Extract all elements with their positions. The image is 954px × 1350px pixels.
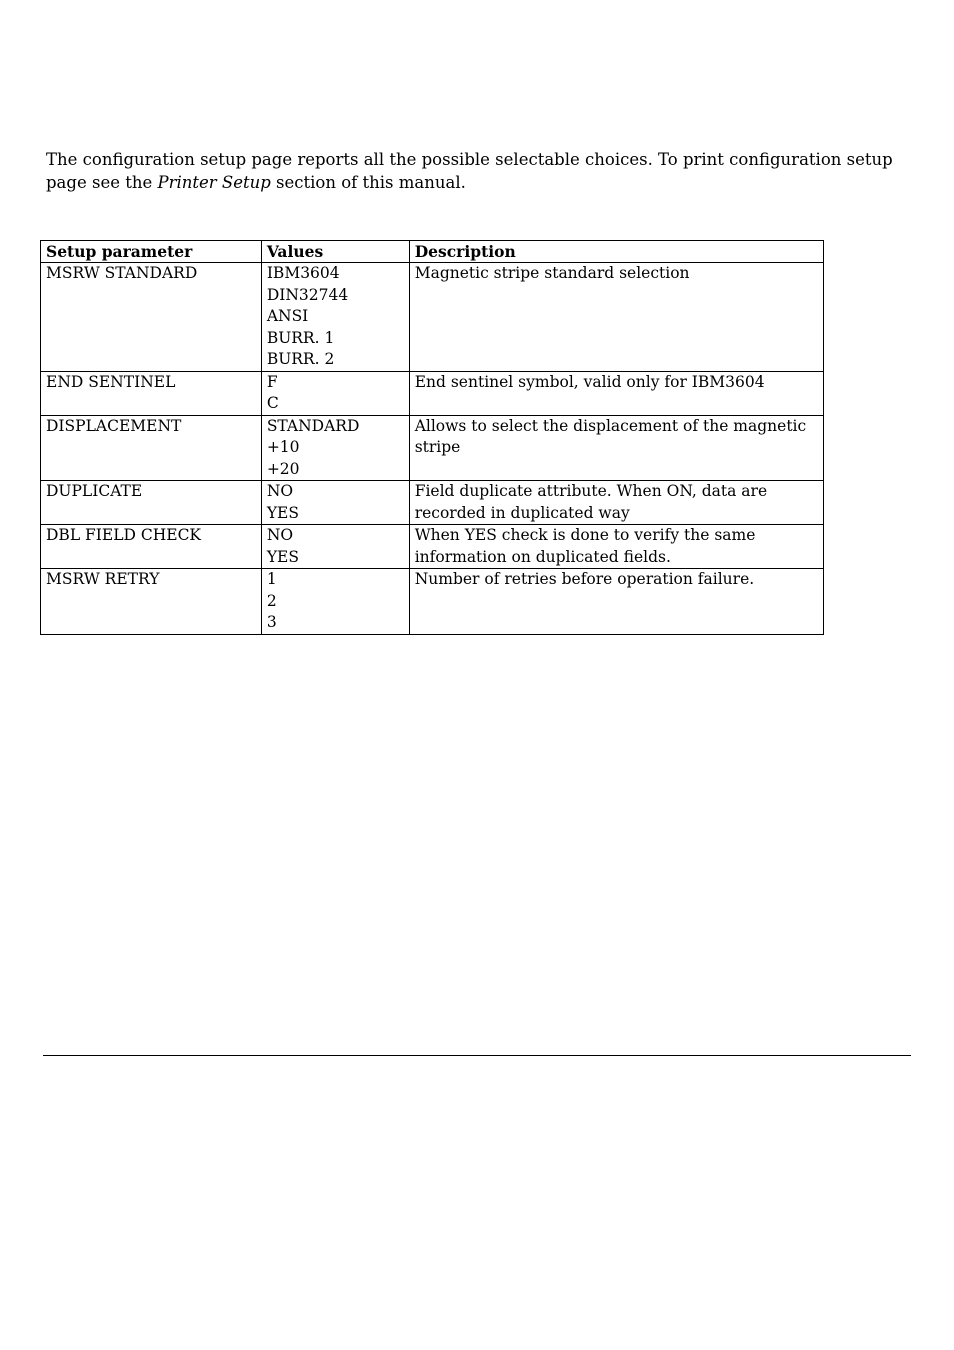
parameter-cell: DISPLACEMENT [41,415,262,481]
footer-divider [43,1055,911,1056]
values-cell [261,481,409,525]
description-cell: End sentinel symbol, valid only for IBM3604 [409,371,823,415]
table-row [41,371,824,415]
table-row [41,263,824,372]
value-option: NO [266,482,294,500]
value-option: DIN32744 [266,285,349,304]
parameter-cell: MSRW STANDARD [41,263,262,372]
parameter-cell: DBL FIELD CHECK [41,525,262,569]
intro-text-before: The configuration setup page reports all the possible selectable choices. To print configuration setup page see the [46,150,893,192]
value-option: 3 [266,613,277,631]
values-cell [261,415,409,481]
value-option: C [266,394,279,412]
value-option: +10 [266,438,300,456]
value-option: +20 [266,459,300,478]
description-cell: Number of retries before operation failure. [409,569,823,635]
values-cell [261,569,409,635]
table-header-row [41,241,824,263]
values-cell [261,371,409,415]
table-row [41,481,824,525]
value-option: NO [266,526,294,544]
value-option: ANSI [266,307,309,325]
value-option: STANDARD [266,416,360,435]
table-row [41,525,824,569]
description-cell: Field duplicate attribute. When ON, data are recorded in duplicated way [409,481,823,525]
intro-paragraph [46,148,906,194]
description-cell: Magnetic stripe standard selection [409,263,823,372]
values-cell [261,263,409,372]
intro-emphasis: Printer Setup [157,173,271,192]
setup-parameters-table [40,240,824,635]
header-values: Values [261,241,409,263]
description-cell: Allows to select the displacement of the magnetic stripe [409,415,823,481]
values-cell [261,525,409,569]
value-option: 2 [266,591,277,610]
value-option: YES [266,503,299,522]
header-setup-parameter: Setup parameter [41,241,262,263]
header-description: Description [409,241,823,263]
description-cell: When YES check is done to verify the same information on duplicated fields. [409,525,823,569]
value-option: IBM3604 [266,264,340,282]
parameter-cell: END SENTINEL [41,371,262,415]
value-option: F [266,372,278,391]
value-option: 1 [266,570,277,588]
value-option: YES [266,547,299,566]
table-row [41,415,824,481]
value-option: BURR. 2 [266,350,335,368]
value-option: BURR. 1 [266,328,335,347]
intro-text-after: section of this manual. [270,173,466,192]
table-row [41,569,824,635]
parameter-cell: DUPLICATE [41,481,262,525]
parameter-cell: MSRW RETRY [41,569,262,635]
